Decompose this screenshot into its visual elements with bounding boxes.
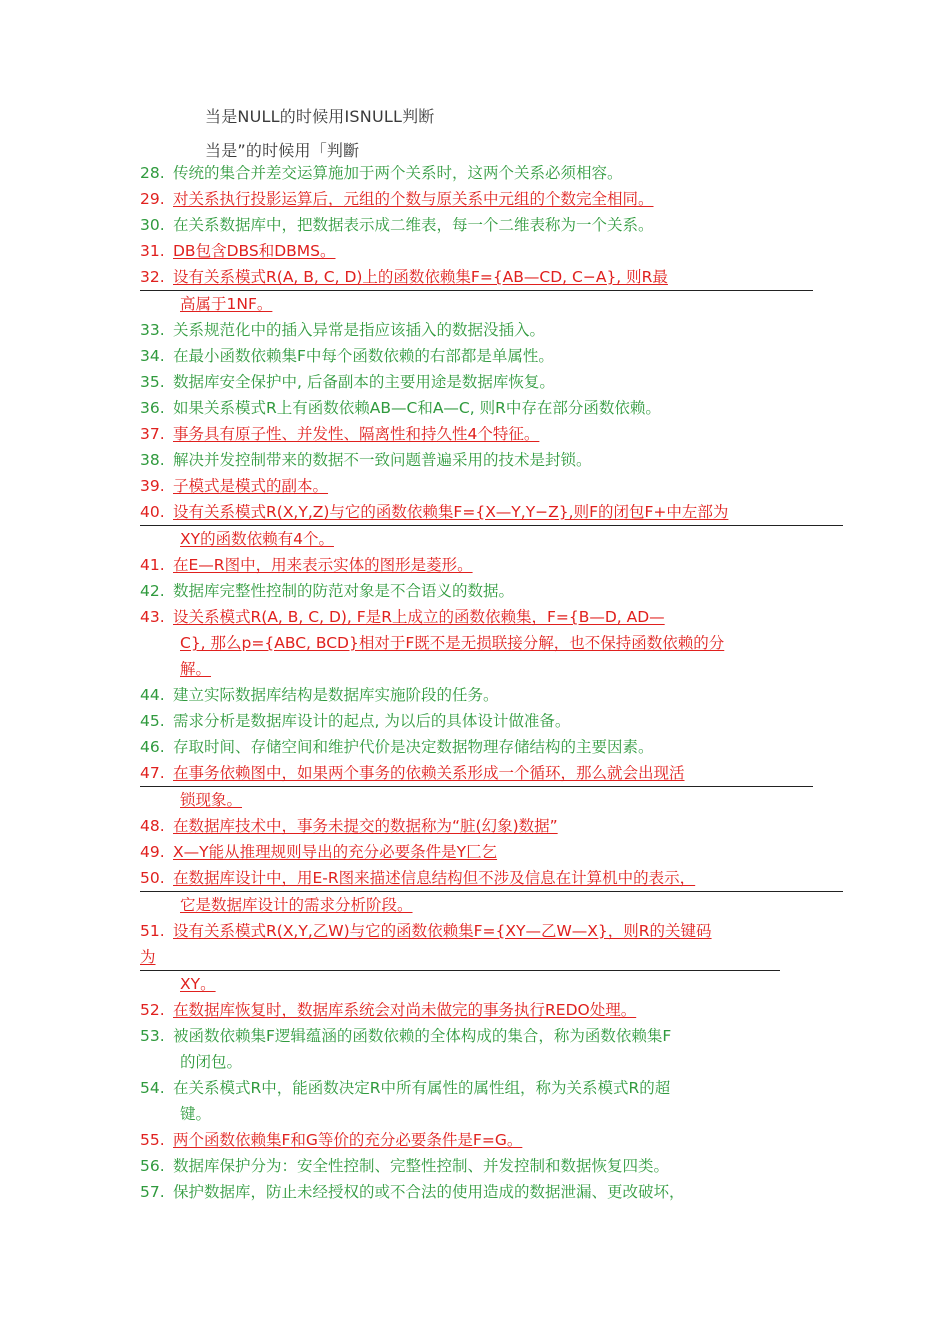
statement-item bbox=[140, 578, 820, 604]
item-text-line: 锁现象。 bbox=[180, 791, 243, 809]
item-text-line: 数据库保护分为：安全性控制、完整性控制、并发控制和数据恢复四类。 bbox=[173, 1157, 670, 1175]
item-text-line: 数据库完整性控制的防范对象是不合语义的数据。 bbox=[173, 582, 515, 600]
statement-item bbox=[140, 186, 820, 212]
item-number: 40. bbox=[140, 503, 165, 521]
item-text-line: 在关系数据库中，把数据表示成二维表，每一个二维表称为一个关系。 bbox=[173, 216, 654, 234]
note-line: 当是”的时候用「判斷 bbox=[205, 141, 360, 160]
item-number: 35. bbox=[140, 373, 165, 391]
statement-item bbox=[140, 918, 820, 997]
item-text-line: 需求分析是数据库设计的起点, 为以后的具体设计做准备。 bbox=[173, 712, 571, 730]
statement-item bbox=[140, 238, 820, 264]
item-number: 51. bbox=[140, 922, 165, 940]
item-text-line: 事务具有原子性、并发性、隔离性和持久性4个特征。 bbox=[173, 425, 540, 443]
item-text-line: 设关系模式R(A, B, C, D), F是R上成立的函数依赖集，F={B—D, AD— bbox=[173, 608, 665, 626]
item-text-line: 键。 bbox=[180, 1105, 212, 1123]
item-number: 38. bbox=[140, 451, 165, 469]
item-number: 49. bbox=[140, 843, 165, 861]
item-text-line: 被函数依赖集F逻辑蕴涵的函数依赖的全体构成的集合，称为函数依赖集F bbox=[173, 1027, 672, 1045]
item-number: 47. bbox=[140, 764, 165, 782]
item-text-line: X—Y能从推理规则导出的充分必要条件是Y匚乞 bbox=[173, 843, 498, 861]
item-number: 56. bbox=[140, 1157, 165, 1175]
statement-item bbox=[140, 1075, 820, 1127]
item-text-line: 关系规范化中的插入异常是指应该插入的数据没插入。 bbox=[173, 321, 546, 339]
statement-item bbox=[140, 760, 820, 813]
statement-item bbox=[140, 997, 820, 1023]
statement-item bbox=[140, 447, 820, 473]
item-text-line: 设有关系模式R(X,Y,乙W)与它的函数依赖集F={XY—乙W—X}，则R的关键码 bbox=[173, 922, 712, 940]
statement-item bbox=[140, 1153, 820, 1179]
item-text-line: 在E—R图中，用来表示实体的图形是菱形。 bbox=[173, 556, 473, 574]
item-number: 46. bbox=[140, 738, 165, 756]
item-text-line: XY。 bbox=[180, 975, 216, 993]
item-text-line: 存取时间、存储空间和维护代价是决定数据物理存储结构的主要因素。 bbox=[173, 738, 654, 756]
statement-item bbox=[140, 604, 820, 682]
item-text-line: 它是数据库设计的需求分析阶段。 bbox=[180, 896, 413, 914]
statement-item bbox=[140, 421, 820, 447]
item-number: 28. bbox=[140, 164, 165, 182]
statement-item bbox=[140, 708, 820, 734]
item-number: 55. bbox=[140, 1131, 165, 1149]
statement-item bbox=[140, 813, 820, 839]
statement-item bbox=[140, 395, 820, 421]
item-text-line: 设有关系模式R(X,Y,Z)与它的函数依赖集F={X—Y,Y−Z},则F的闭包F+中左部为 bbox=[140, 499, 843, 526]
item-number: 30. bbox=[140, 216, 165, 234]
item-text-line: 两个函数依赖集F和G等价的充分必要条件是F=G。 bbox=[173, 1131, 523, 1149]
item-number: 31. bbox=[140, 242, 165, 260]
item-number: 29. bbox=[140, 190, 165, 208]
statement-item bbox=[140, 499, 820, 552]
item-text-line: C}, 那么p={ABC, BCD}相对于F既不是无损联接分解，也不保持函数依赖的分 bbox=[180, 634, 725, 652]
item-text-line: 子模式是模式的副本。 bbox=[173, 477, 329, 495]
statement-item bbox=[140, 734, 820, 760]
item-number: 44. bbox=[140, 686, 165, 704]
item-text-line: 为 bbox=[140, 944, 780, 971]
item-number: 36. bbox=[140, 399, 165, 417]
item-text-line: 在最小函数依赖集F中每个函数依赖的右部都是单属性。 bbox=[173, 347, 554, 365]
item-number: 53. bbox=[140, 1027, 165, 1045]
item-number: 54. bbox=[140, 1079, 165, 1097]
statement-item bbox=[140, 473, 820, 499]
statement-item bbox=[140, 1179, 820, 1205]
item-number: 48. bbox=[140, 817, 165, 835]
statement-item bbox=[140, 212, 820, 238]
item-text-line: 数据库安全保护中, 后备副本的主要用途是数据库恢复。 bbox=[173, 373, 555, 391]
note-line: 当是NULL的时候用ISNULL判断 bbox=[205, 107, 435, 126]
statement-item bbox=[140, 264, 820, 317]
item-number: 42. bbox=[140, 582, 165, 600]
item-text-line: 解决并发控制带来的数据不一致问题普遍采用的技术是封锁。 bbox=[173, 451, 592, 469]
statement-item bbox=[140, 369, 820, 395]
item-text-line: 设有关系模式R(A, B, C, D)上的函数依赖集F={AB—CD, C−A}, 则R最 bbox=[140, 264, 813, 291]
item-text-line: 在关系模式R中，能函数决定R中所有属性的属性组，称为关系模式R的超 bbox=[173, 1079, 671, 1097]
statement-item bbox=[140, 317, 820, 343]
item-number: 41. bbox=[140, 556, 165, 574]
item-text-line: 在事务依赖图中，如果两个事务的依赖关系形成一个循环，那么就会出现活 bbox=[140, 760, 813, 787]
item-text-line: 的闭包。 bbox=[180, 1053, 243, 1071]
item-text-line: 在数据库设计中，用E-R图来描述信息结构但不涉及信息在计算机中的表示， bbox=[140, 865, 843, 892]
item-text-line: 传统的集合并差交运算施加于两个关系时，这两个关系必须相容。 bbox=[173, 164, 623, 182]
item-text-line: 高属于1NF。 bbox=[180, 295, 273, 313]
item-number: 57. bbox=[140, 1183, 165, 1201]
statement-item bbox=[140, 160, 820, 186]
item-text-line: 在数据库技术中，事务未提交的数据称为“脏(幻象)数据” bbox=[173, 817, 558, 835]
item-text-line: 如果关系模式R上有函数依赖AB—C和A—C, 则R中存在部分函数依赖。 bbox=[173, 399, 661, 417]
statement-item bbox=[140, 865, 820, 918]
item-text-line: DB包含DBS和DBMS。 bbox=[173, 242, 336, 260]
item-number: 52. bbox=[140, 1001, 165, 1019]
item-text-line: 保护数据库，防止未经授权的或不合法的使用造成的数据泄漏、更改破坏， bbox=[173, 1183, 685, 1201]
item-number: 37. bbox=[140, 425, 165, 443]
item-text-line: 对关系执行投影运算后，元组的个数与原关系中元组的个数完全相同。 bbox=[173, 190, 654, 208]
item-number: 39. bbox=[140, 477, 165, 495]
statement-item bbox=[140, 839, 820, 865]
item-number: 32. bbox=[140, 268, 165, 286]
statement-item bbox=[140, 682, 820, 708]
item-number: 45. bbox=[140, 712, 165, 730]
statement-list bbox=[140, 160, 820, 1205]
item-number: 34. bbox=[140, 347, 165, 365]
statement-item bbox=[140, 1023, 820, 1075]
statement-item bbox=[140, 552, 820, 578]
item-text-line: 在数据库恢复时，数据库系统会对尚未做完的事务执行REDO处理。 bbox=[173, 1001, 637, 1019]
item-number: 43. bbox=[140, 608, 165, 626]
item-number: 33. bbox=[140, 321, 165, 339]
item-text-line: 解。 bbox=[180, 660, 212, 678]
item-number: 50. bbox=[140, 869, 165, 887]
item-text-line: XY的函数依赖有4个。 bbox=[180, 530, 334, 548]
item-text-line: 建立实际数据库结构是数据库实施阶段的任务。 bbox=[173, 686, 499, 704]
statement-item bbox=[140, 1127, 820, 1153]
statement-item bbox=[140, 343, 820, 369]
